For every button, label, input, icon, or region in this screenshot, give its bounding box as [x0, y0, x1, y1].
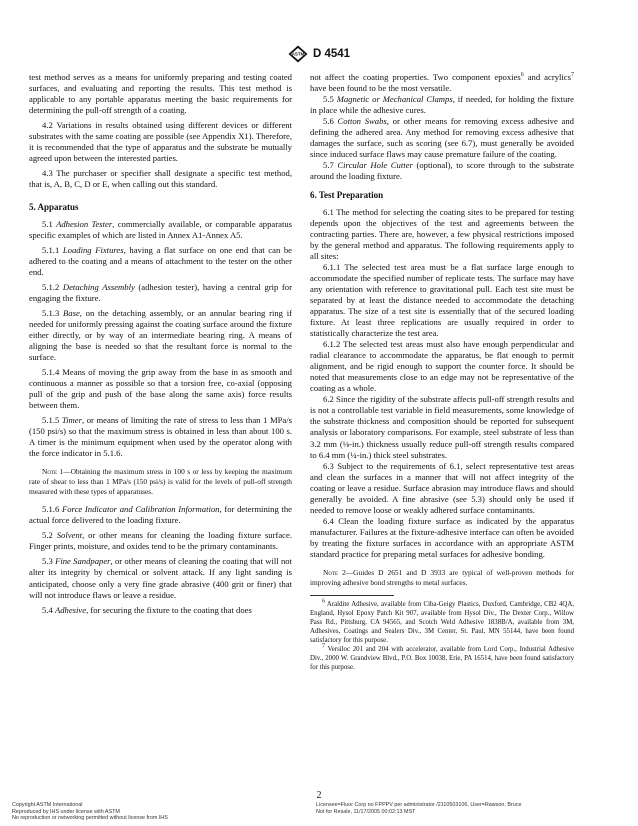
paragraph-6-1-1: 6.1.1 The selected test area must be a flat surface large enough to accommodate the specified number of replicate tests. The surface may have any orientation with reference to gravitational pull. Each test site must be separated by at least the distance needed to accommodate the detaching apparatus. The size of a test site is essentially that of the secured loading fixture. At least three replications are usually required in order to statistically characterize the test area.: [310, 261, 574, 339]
paragraph-5-1-5: 5.1.5 Timer, or means of limiting the rate of stress to less than 1 MPa/s (150 psi/s) so that the maximum stress is obtained in less than about 100 s. A timer is the minimum equipment when used by the operator along with the force indicator in 5.1.6.: [29, 415, 292, 459]
paragraph-5-5: 5.5 Magnetic or Mechanical Clamps, if needed, for holding the fixture in place while the adhesive cures.: [310, 94, 575, 116]
left-column: [29, 72, 292, 616]
paragraph-5-1-4: 5.1.4 Means of moving the grip away from the base in as smooth and continuous a manner as possible so that a torsion free, co-axial (opposing pull of the grip and push of the base along the same axis) force results between them.: [29, 367, 292, 411]
paragraph-6-3: 6.3 Subject to the requirements of 6.1, select representative test areas and clean the surfaces in a manner that will not affect integrity of the coating or leave a residue. Surface abrasion may introduce flaws and should generally be avoided. A fine abrasive (see 5.3) should only be used if needed to remove loose or weakly adhered surface contaminants.: [310, 460, 574, 515]
paragraph-5-1-2: 5.1.2 Detaching Assembly (adhesion tester), having a central grip for engaging the fixture.: [29, 281, 292, 303]
footnote-7: $^7$ Versiloc 201 and 204 with accelerator, available from Lord Corp., Industrial Adhesive Div., 2000 W. Grandview Blvd., P.O. Box 10038, Erie, PA 16514, have been found satisfactory for this purpose.: [310, 643, 574, 671]
paragraph-4-3: 4.3 The purchaser or specifier shall designate a specific test method, that is, A, B, C, D or E, when calling out this standard.: [29, 168, 292, 190]
page-header: [0, 44, 638, 64]
footnote-6: $^6$ Araldite Adhesive, available from Ciba-Geigy Plastics, Duxford, Cambridge, CB2 4QA, England, Hysol Epoxy Patch Kit 907, available from Hysol Div., The Dexter Corp., Willow Pass Rd., Pittsburg, CA 94565, and Scotch Weld Adhesive 1838B/A, available from 3M, Adhesives, Coatings and Sealers Div., 3M Center, St. Paul, MN 55144, have been found satisfactory for this purpose.: [310, 598, 574, 644]
section-heading-apparatus: 5. Apparatus: [29, 202, 79, 213]
page-number: 2: [316, 790, 322, 801]
paragraph-5-4: 5.4 Adhesive, for securing the fixture to the coating that does: [42, 604, 252, 615]
paragraph-5-3: 5.3 Fine Sandpaper, or other means of cleaning the coating that will not alter its integrity by chemical or solvent attack. If any light sanding is anticipated, choose only a very fine grade abrasive (400 grit or finer) that will not introduce flaws or leave a residue.: [29, 556, 293, 600]
paragraph-5-1-1: 5.1.1 Loading Fixtures, having a flat surface on one end that can be adhered to the coating and a means of attachment to the tester on the other end.: [29, 244, 292, 277]
paragraph-5-2: 5.2 Solvent, or other means for cleaning the loading fixture surface. Finger prints, moisture, and oxides tend to be the primary contaminants.: [29, 530, 292, 552]
paragraph-6-1-2: 6.1.2 The selected test areas must also have enough perpendicular and radial clearance to accommodate the apparatus, be flat enough to permit alignment, and be rigid enough to support the counter force. It should be noted that measurements close to an edge may not be representative of the coating as a whole.: [310, 339, 574, 394]
footnote-divider: [310, 595, 394, 596]
paragraph-6-4: 6.4 Clean the loading fixture surface as indicated by the apparatus manufacturer. Failures at the fixture-adhesive interface can often be avoided by treating the fixture surfaces in accordance with an appropriate ASTM standard practice for preparing metal surfaces for adhesive bonding.: [310, 515, 574, 559]
footer-license: Licensee=Fluor Corp no FPPPV per administrator /2110503106, User=Rawson, Bruce Not for Resale, 11/17/2005 00:02:13 MST: [316, 802, 522, 815]
standard-designation: D 4541: [312, 48, 351, 60]
footer-copyright: Copyright ASTM International Reproduced by IHS under license with ASTM No reproduction or networking permitted without license from IHS: [12, 802, 168, 821]
paragraph-5-1: 5.1 Adhesion Tester, commercially available, or comparable apparatus specific examples of which are listed in Annex A1-Annex A5.: [29, 218, 293, 240]
paragraph-continued-adhesive: not affect the coating properties. Two component epoxies$^6$ and acrylics$^7$ have been found to be the most versatile.: [310, 72, 574, 94]
paragraph-4-2: 4.2 Variations in results obtained using different devices or different substrates with the same coating are possible (see Appendix X1). Therefore, it is recommended that the type of apparatus and the substrate be mutually agreed upon between the interested parties.: [29, 120, 292, 164]
note-1: Note 1—Obtaining the maximum stress in 100 s or less by keeping the maximum rate of shear to less than 1 MPa/s (150 psi/s) is valid for the levels of pull-off strength measured with these types of apparatuses.: [29, 467, 292, 496]
paragraph-5-1-3: 5.1.3 Base, on the detaching assembly, or an annular bearing ring if needed for uniformly pressing against the coating surface around the fixture either directly, or by way of an intermediate bearing ring. A means of aligning the base is needed so that the resultant force is normal to the surface.: [29, 307, 292, 363]
paragraph-5-1-6: 5.1.6 Force Indicator and Calibration Information, for determining the actual force delivered to the loading fixture.: [29, 504, 293, 526]
note-2: Note 2—Guides D 2651 and D 3933 are typical of well-proven methods for improving adhesive bond strengths to metal surfaces.: [310, 568, 574, 587]
paragraph-continued: test method serves as a means for uniformly preparing and testing coated surfaces, and evaluating and reporting the results. This test method is applicable to any portable apparatus meeting the basic requirements for determining the pull-off strength of a coating.: [29, 72, 292, 116]
astm-logo-icon: [288, 45, 308, 63]
right-column: [310, 72, 574, 672]
paragraph-6-2: 6.2 Since the rigidity of the substrate affects pull-off strength results and is not a controllable test variable in field measurements, some knowledge of the substrate thickness and composition should be reported for subsequent analysis or laboratory comparisons. For example, steel substrate of less than 3.2 mm (⅛-in.) thickness usually reduce pull-off strength results compared to 6.4 mm (¼-in.) thick steel substrates.: [310, 394, 574, 460]
paragraph-5-7: 5.7 Circular Hole Cutter (optional), to score through to the substrate around the loading fixture.: [310, 160, 575, 182]
paragraph-6-1: 6.1 The method for selecting the coating sites to be prepared for testing depends upon the objectives of the test and agreements between the contracting parties. There are, however, a few physical restrictions imposed by the general method and apparatus. The following requirements apply to all sites:: [310, 206, 574, 261]
paragraph-5-6: 5.6 Cotton Swabs, or other means for removing excess adhesive and defining the adhered area. Any method for removing excess adhesive that damages the surface, such as scoring (see 6.7), must generally be avoided since induced surface flaws may cause premature failure of the coating.: [310, 116, 574, 160]
section-heading-test-preparation: 6. Test Preparation: [310, 190, 384, 201]
svg-text:ASTM: ASTM: [291, 51, 305, 57]
